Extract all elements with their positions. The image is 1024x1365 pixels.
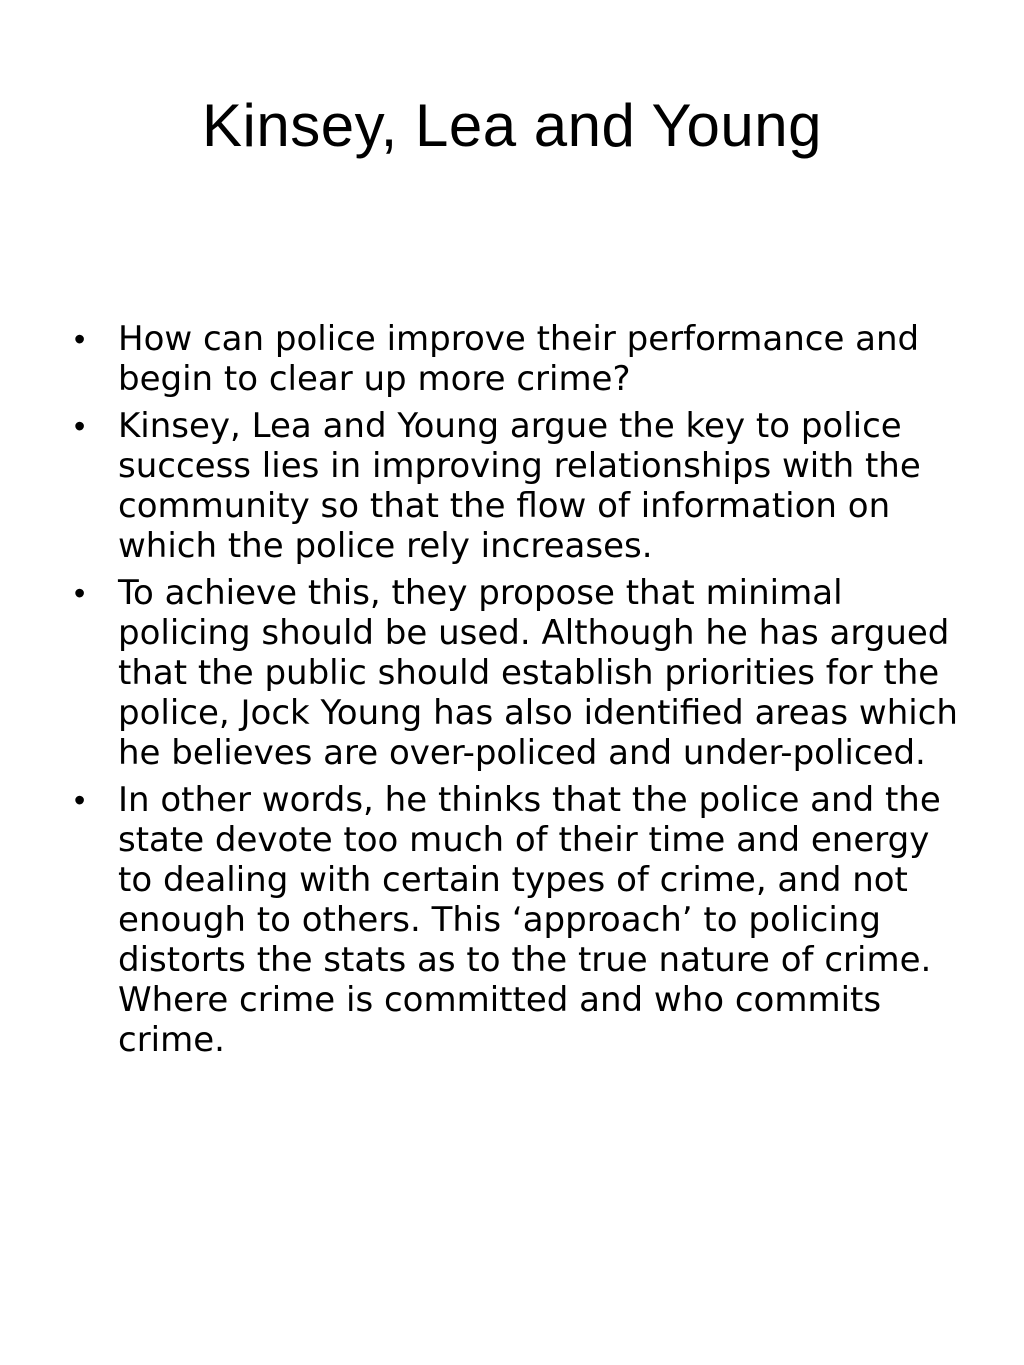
bullet-marker-icon: •	[74, 575, 86, 611]
bullet-text: In other words, he thinks that the police and the state devote too much of their time and energy to dealing with certain types of crime, and not enough to others. This ‘approach’ to policing distorts the stats as to the true nature of crime. Where crime is committed and who commits crime.	[118, 780, 941, 1060]
bullet-text: Kinsey, Lea and Young argue the key to police success lies in improving relationships with the community so that the flow of information on which the police rely increases.	[118, 406, 921, 566]
bullet-marker-icon: •	[74, 321, 86, 357]
bullet-item	[70, 406, 970, 566]
bullet-item	[70, 780, 970, 1060]
bullet-item	[70, 319, 970, 399]
bullet-item	[70, 573, 970, 773]
bullet-text: To achieve this, they propose that minimal policing should be used. Although he has argued that the public should establish priorities for the police, Jock Young has also identified areas which he believes are over-policed and under-policed.	[118, 573, 958, 773]
bullet-list	[70, 319, 970, 1067]
slide-title: Kinsey, Lea and Young	[202, 92, 822, 159]
bullet-text: How can police improve their performance and begin to clear up more crime?	[118, 319, 920, 399]
bullet-marker-icon: •	[74, 782, 86, 818]
bullet-marker-icon: •	[74, 408, 86, 444]
